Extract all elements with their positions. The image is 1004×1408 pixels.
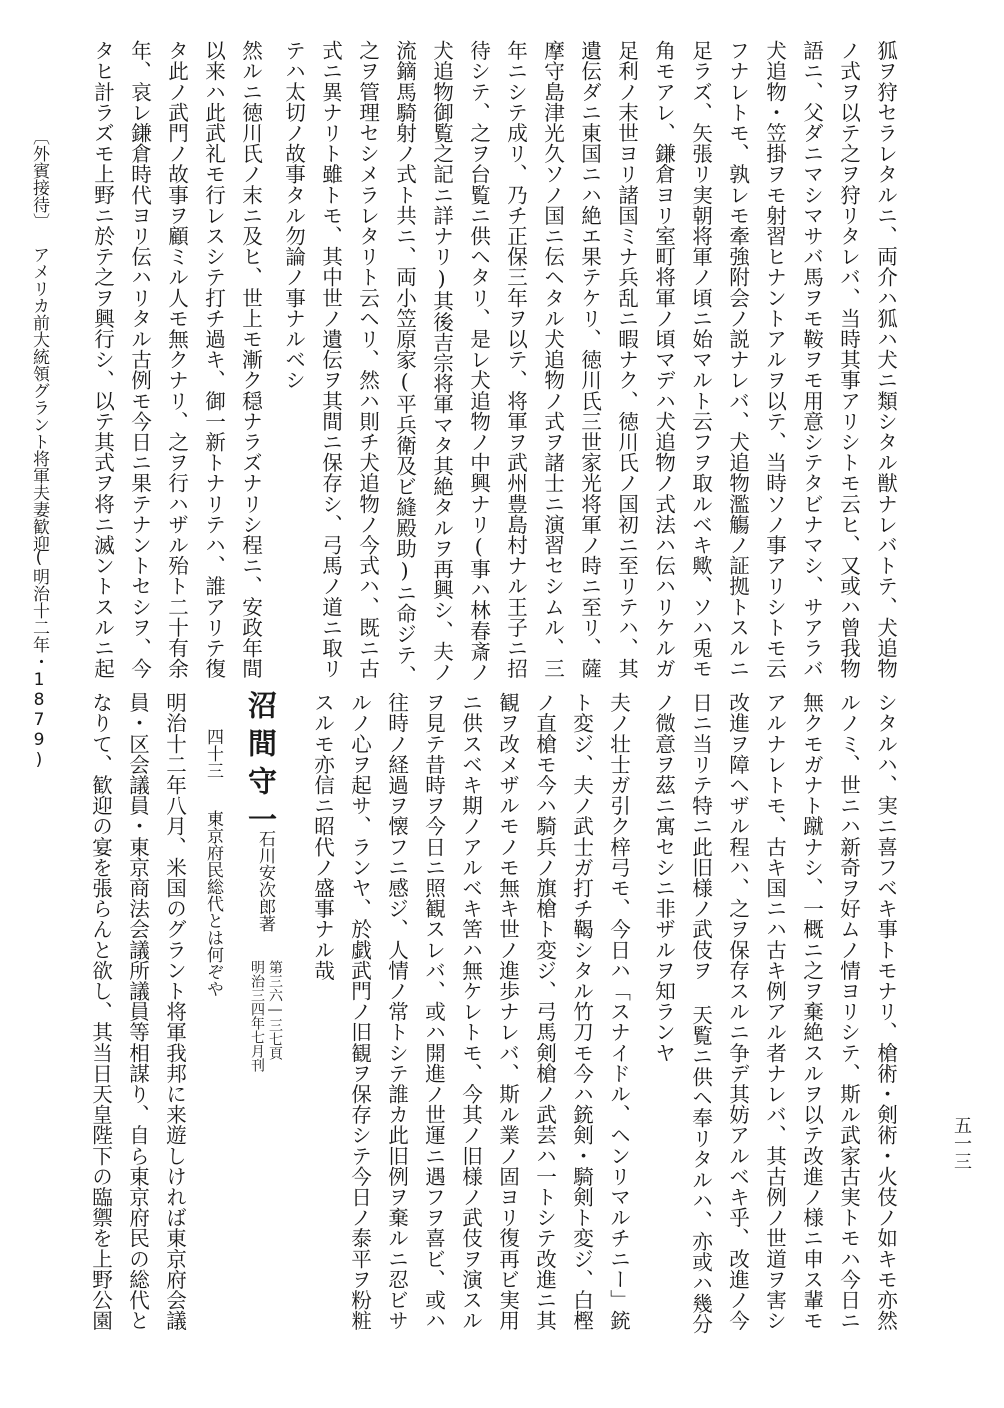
text-column: 足利ノ末世ヨリ諸国ミナ兵乱ニ暇ナク、徳川氏ノ国初ニ至リテハ、其 — [614, 40, 639, 679]
text-column: 狐ヲ狩セラレタルニ、両介ハ狐ハ犬ニ類シタル獣ナレバトテ、犬追物 — [873, 40, 898, 679]
text-column: 改進ヲ障ヘザル程ハ、之ヲ保存スルニ争デ其妨アルベキ乎、改進ノ今 — [725, 692, 750, 1331]
text-column: スルモ亦信ニ昭代ノ盛事ナル哉 — [310, 692, 335, 981]
text-column: ニ供スベキ期ノアルベキ筈ハ無ケレトモ、今其ノ旧様ノ武伎ヲ演スル — [458, 692, 483, 1331]
text-column: シタルハ、実ニ喜フベキ事トモナリ、槍術・剣術・火伎ノ如キモ亦然 — [873, 692, 898, 1331]
running-header-era: (明治十二年・1879) — [29, 548, 49, 770]
section-number: 四十三 — [203, 728, 223, 779]
text-column: 足ラズ、矢張リ実朝将軍ノ頃ニ始マルト云フヲ取ルベキ歟、ソハ兎モ — [688, 40, 713, 679]
section-line: 明治十二年八月、米国のグラント将軍我邦に来遊しければ東京府会議 — [162, 692, 187, 1331]
source-author: 沼間守一 — [244, 690, 278, 842]
text-column: 遺伝ダニ東国ニハ絶エ果テケリ、徳川氏三世家光将軍ノ時ニ至リ、薩 — [577, 40, 602, 679]
text-column: 以来ハ此武礼モ行レスシテ打チ過キ、御一新トナリテハ、誰アリテ復 — [201, 40, 226, 679]
text-column: 夫ノ壮士ガ引ク梓弓モ、今日ハ「スナイドル、ヘンリマルチニー」銃 — [606, 692, 631, 1331]
text-column: 之ヲ管理セシメラレタリト云ヘリ、然ハ則チ犬追物ノ今式ハ、既ニ古 — [355, 40, 380, 679]
text-column: 流鏑馬騎射ノ式ト共ニ、両小笠原家(平兵衛及ビ縫殿助)ニ命ジテ、 — [392, 40, 417, 686]
text-column: アルナレトモ、古キ国ニハ古キ例アル者ナレバ、其古例ノ世道ヲ害シ — [762, 692, 787, 1331]
text-column: フナレトモ、孰レモ牽強附会ノ説ナレバ、犬追物濫觴ノ証拠トスルニ — [725, 40, 750, 679]
text-column: ルノミ、世ニハ新奇ヲ好ムノ情ヨリシテ、斯ル武家古実トモハ今日ニ — [836, 692, 861, 1331]
text-column: 犬追物御覧之記ニ詳ナリ)其後吉宗将軍マタ其絶タルヲ再興シ、夫ノ — [429, 40, 454, 682]
text-column: ヲ見テ昔時ヲ今日ニ照観スレバ、或ハ開進ノ世運ニ遇フヲ喜ビ、或ハ — [421, 692, 446, 1331]
source-published: 明治三四年七月刊 — [249, 960, 265, 1072]
section-line: 員・区会議員・東京商法会議所議員等相謀り、自ら東京府民の総代と — [125, 692, 150, 1331]
section-title: 東京府民総代とは何ぞや — [203, 810, 223, 997]
text-column: ルノ心ヲ起サ、ランヤ、於戯武門ノ旧観ヲ保存シテ今日ノ泰平ヲ粉粧 — [347, 692, 372, 1331]
section-line: なりて、歓迎の宴を張らんと欲し、其当日天皇陛下の臨禦を上野公園 — [88, 692, 113, 1331]
text-column: ノ式ヲ以テ之ヲ狩リタレバ、当時其事アリシトモ云ヒ、又或ハ曾我物 — [836, 40, 861, 679]
text-column: 日ニ当リテ特ニ此旧様ノ武伎ヲ 天覧ニ供ヘ奉リタルハ、亦或ハ幾分 — [688, 692, 713, 1334]
source-pages: 第三六―三七頁 — [267, 960, 283, 1060]
text-column: 摩守島津光久ソノ国ニ伝ヘタル犬追物ノ式ヲ諸士ニ演習セシムル、三 — [540, 40, 565, 679]
text-column: 年、哀レ鎌倉時代ヨリ伝ハリタル古例モ今日ニ果テナントセシヲ、今 — [127, 40, 152, 679]
text-column: タ此ノ武門ノ故事ヲ顧ミル人モ無クナリ、之ヲ行ハザル殆ト二十有余 — [164, 40, 189, 679]
text-column: 年ニシテ成リ、乃チ正保三年ヲ以テ、将軍ヲ武州豊島村ナル王子ニ招 — [503, 40, 528, 679]
text-column: タヒ計ラズモ上野ニ於テ之ヲ興行シ、以テ其式ヲ将ニ滅ントスルニ起 — [90, 40, 115, 679]
source-compiler: 石川安次郎著 — [255, 830, 275, 932]
text-column: 観ヲ改メザルモノモ無キ世ノ進歩ナレバ、斯ル業ノ固ヨリ復再ビ実用 — [495, 692, 520, 1331]
text-column: テハ太切ノ故事タル勿論ノ事ナルベシ — [281, 40, 306, 391]
text-column: 往時ノ経過ヲ懐フニ感ジ、人情ノ常トシテ誰カ此旧例ヲ棄ルニ忍ビサ — [384, 692, 409, 1331]
text-column: 式ニ異ナリト雖トモ、其中世ノ遺伝ヲ其間ニ保存シ、弓馬ノ道ニ取リ — [318, 40, 343, 679]
text-column: 待シテ、之ヲ台覧ニ供ヘタリ、是レ犬追物ノ中興ナリ(事ハ林春斎ノ — [466, 40, 491, 682]
text-column: ノ直槍モ今ハ騎兵ノ旗槍ト変ジ、弓馬剣槍ノ武芸ハ一トシテ改進ニ其 — [532, 692, 557, 1331]
text-column: 無クモガナト蹴ナシ、一概ニ之ヲ棄絶スルヲ以テ改進ノ様ニ申ス輩モ — [799, 692, 824, 1331]
text-column: 語ニ、父ダニマシマサバ馬ヲモ鞍ヲモ用意シテタビナマシ、サアラバ — [799, 40, 824, 679]
running-header-category: 〔外賓接待〕 — [29, 128, 49, 230]
text-column: 角モアレ、鎌倉ヨリ室町将軍ノ頃マデハ犬追物ノ式法ハ伝ハリケルガ — [651, 40, 676, 679]
text-column: 犬追物・笠掛ヲモ射習ヒナントアルヲ以テ、当時ソノ事アリシトモ云 — [762, 40, 787, 679]
running-header-title: アメリカ前大統領グラント将軍夫妻歓迎 — [29, 246, 49, 552]
page-number: 五一三 — [951, 1116, 972, 1170]
text-column: ト変ジ、夫ノ武士ガ打チ鞨シタル竹刀モ今ハ銃剣・騎剣ト変ジ、白樫 — [569, 692, 594, 1331]
text-column: ノ微意ヲ茲ニ寓セシニ非ザルヲ知ランヤ — [651, 692, 676, 1063]
text-column: 然ルニ徳川氏ノ末ニ及ヒ、世上モ漸ク穏ナラズナリシ程ニ、安政年間 — [238, 40, 263, 679]
